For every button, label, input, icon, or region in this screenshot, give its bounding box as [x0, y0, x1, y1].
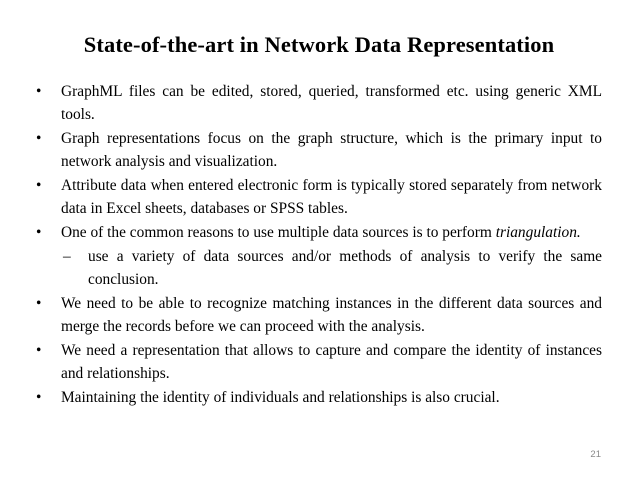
bullet-item [36, 80, 602, 126]
bullet-item [36, 386, 602, 409]
sub-bullet-text: use a variety of data sources and/or methods of analysis to verify the same conclusion. [88, 248, 602, 288]
bullet-item [36, 127, 602, 173]
bullet-text: Attribute data when entered electronic form is typically stored separately from network data in Excel sheets, databases or SPSS tables. [61, 177, 602, 217]
bullet-item [36, 292, 602, 338]
bullet-text: We need to be able to recognize matching instances in the different data sources and merge the records before we can proceed with the analysis. [61, 295, 602, 335]
bullet-list [36, 80, 602, 410]
bullet-marker: • [36, 83, 42, 100]
bullet-text: Maintaining the identity of individuals and relationships is also crucial. [61, 389, 500, 406]
bullet-item [36, 221, 602, 244]
slide-title: State-of-the-art in Network Data Representation [83, 32, 555, 57]
bullet-marker: • [36, 295, 42, 312]
page-number: 21 [590, 449, 601, 460]
bullet-text: We need a representation that allows to capture and compare the identity of instances and relationships. [61, 342, 602, 382]
bullet-text: Graph representations focus on the graph structure, which is the primary input to network analysis and visualization. [61, 130, 602, 170]
sub-bullet-item [36, 245, 602, 291]
bullet-text: GraphML files can be edited, stored, queried, transformed etc. using generic XML tools. [61, 83, 602, 123]
bullet-marker: • [36, 177, 42, 194]
bullet-item [36, 174, 602, 220]
bullet-marker: • [36, 389, 42, 406]
bullet-emphasis: triangulation. [495, 224, 581, 241]
bullet-text: One of the common reasons to use multiple data sources is to perform [61, 224, 496, 241]
bullet-marker: • [36, 224, 42, 241]
bullet-marker: • [36, 130, 42, 147]
sub-bullet-marker: – [63, 248, 71, 265]
bullet-marker: • [36, 342, 42, 359]
bullet-item [36, 339, 602, 385]
